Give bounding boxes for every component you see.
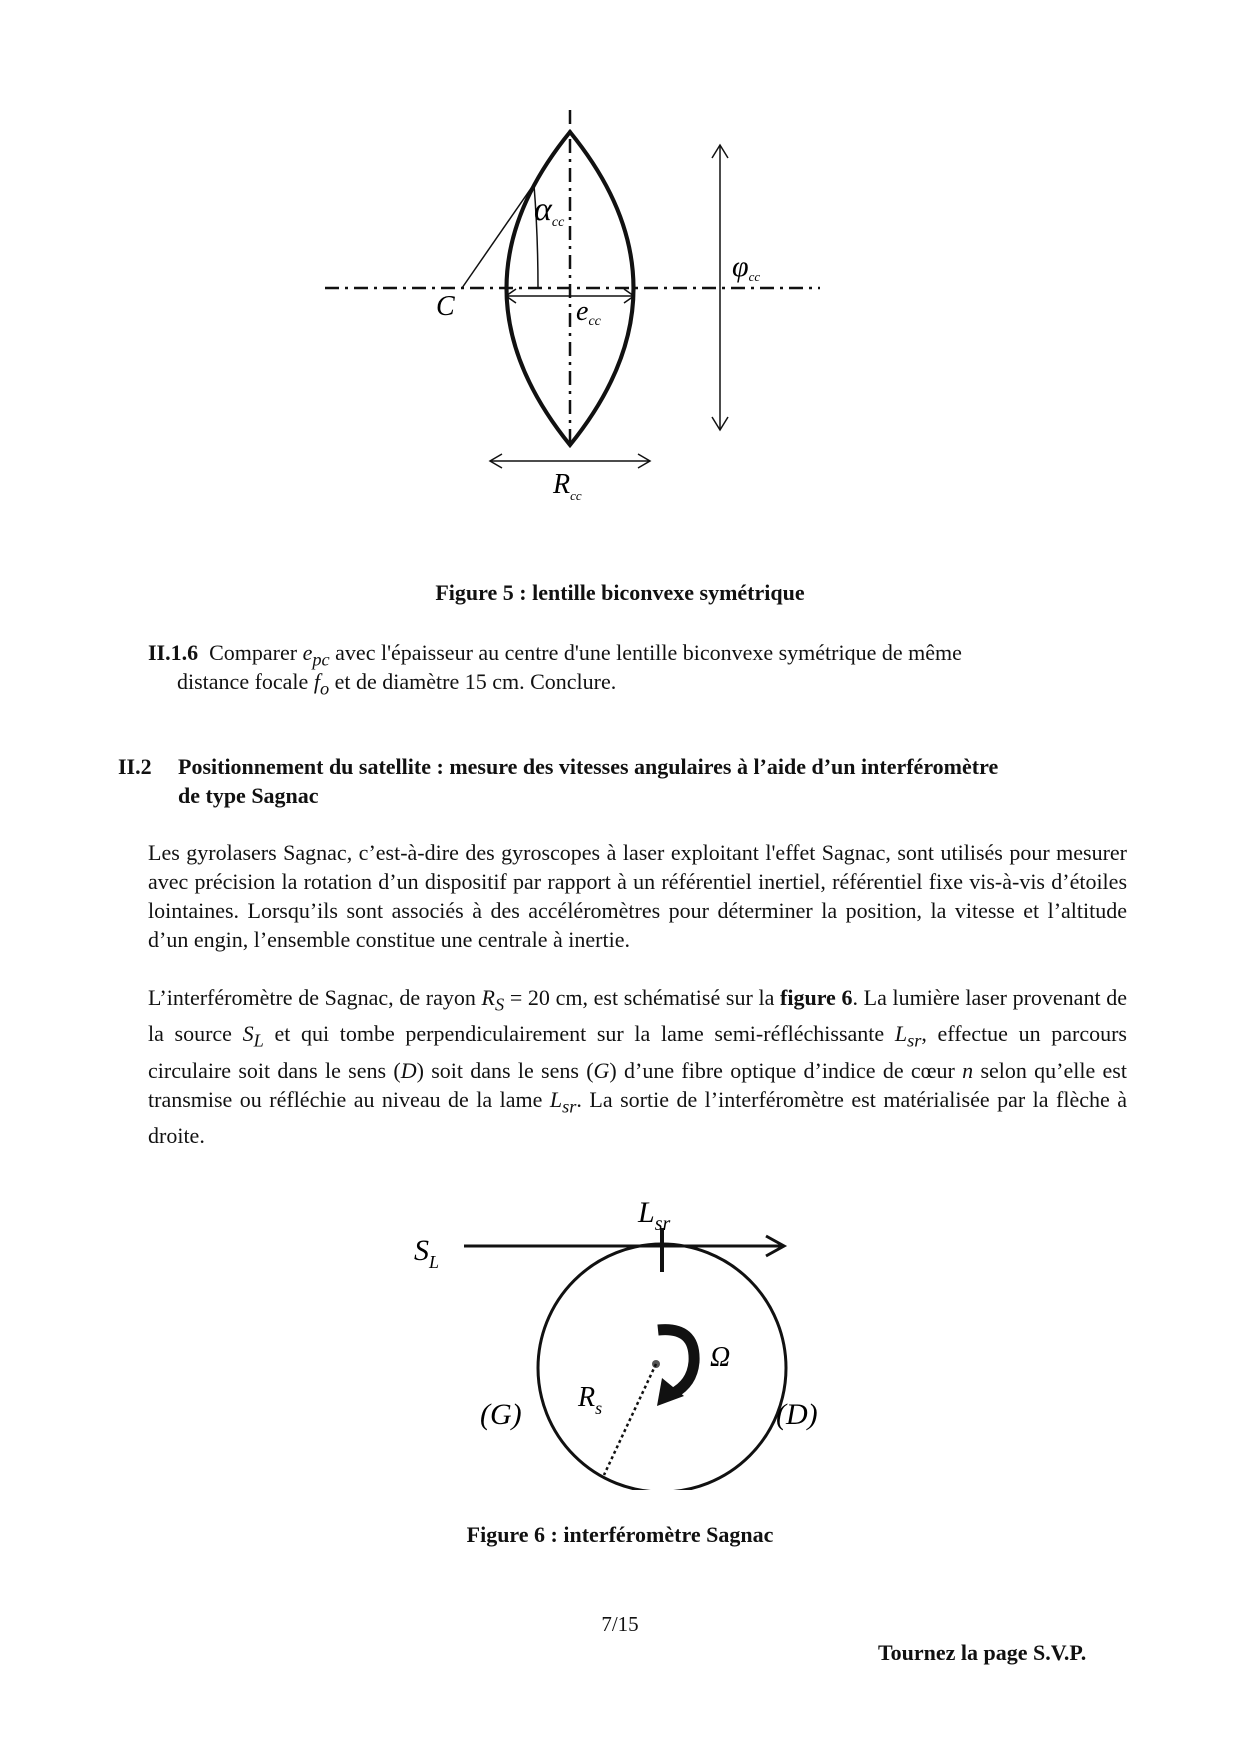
p2-text-5: , effectue un parcours circulaire soit dans le sens ( (148, 1021, 1127, 1083)
radius-rs-line (604, 1364, 656, 1475)
phi-label: φcc (732, 250, 761, 284)
rs-label: $R_s$ (578, 1382, 603, 1418)
paragraph-sagnac (148, 983, 1127, 1150)
p2-lsr: L (894, 1021, 908, 1047)
figure-6-sagnac-diagram (400, 1160, 840, 1490)
page-number: 7/15 (601, 1612, 639, 1636)
turn-page-note: Tournez la page S.V.P. (878, 1640, 1087, 1665)
p2-text-4: et qui tombe perpendiculairement sur la lame semi-réfléchissante (263, 1021, 895, 1047)
sl-label: $S_L$ (414, 1234, 440, 1272)
p2-lsr2-sub: sr (562, 1096, 577, 1117)
d-label: (D) (776, 1398, 818, 1431)
radius-line (462, 132, 570, 288)
section-number: II.2 (118, 754, 152, 779)
p2-text-8: selon qu’elle est transmise ou réfléchie au niveau de la lame (148, 1057, 1127, 1112)
p2-lsr-sub: sr (907, 1030, 922, 1051)
p2-text-6: ) soit dans le sens ( (416, 1057, 594, 1083)
section-title-line1: Positionnement du satellite : mesure des vitesses angulaires à l’aide d’un interféromètre (178, 754, 999, 779)
figure-5-caption: Figure 5 : lentille biconvexe symétrique (435, 580, 805, 605)
q-f-sub: o (319, 678, 330, 699)
question-II-1-6-line2 (177, 667, 616, 703)
lsr-label: $L_{sr}$ (638, 1196, 671, 1235)
figure-6-caption: Figure 6 : interféromètre Sagnac (466, 1522, 774, 1547)
r-label: $R_{cc}$ (553, 469, 582, 503)
q-text-1: Comparer (209, 640, 303, 665)
p2-figure-ref: figure 6 (780, 985, 853, 1010)
paragraph-gyrolasers: Les gyrolasers Sagnac, c’est-à-dire des gyroscopes à laser exploitant l'effet Sagnac, sont utilisés pour mesurer avec précision la rotation d’un dispositif par rapport à un référentiel inertiel, référentiel fixe vis-à-vis d’étoiles lointaines. Lorsqu’ils sont associés à des accéléromètres pour déterminer la position, la vitesse et l’altitude d’un engin, l’ensemble constitue une centrale à inertie. (148, 840, 1127, 952)
p2-sl-sub: L (253, 1030, 264, 1051)
p2-d: D (400, 1057, 417, 1083)
c-label: C (436, 291, 455, 322)
p2-lsr2: L (549, 1086, 563, 1112)
figure-5-lens-diagram (300, 100, 860, 560)
p2-sl: S (242, 1021, 254, 1047)
q-text-3: distance focale (177, 669, 314, 694)
alpha-label: αcc (534, 191, 565, 230)
q-f: f (313, 669, 320, 694)
q-e: e (302, 640, 313, 665)
p2-text-9: . La sortie de l’interféromètre est matérialisée par la flèche à droite. (148, 1086, 1127, 1149)
p2-g: G (593, 1057, 610, 1083)
p2-rs-sub: S (495, 994, 505, 1015)
e-label: ecc (576, 296, 601, 329)
p2-n: n (962, 1057, 974, 1083)
p2-rs: R (481, 985, 495, 1010)
p2-text-2: = 20 cm, est schématisé sur la (504, 985, 781, 1010)
q-text-4: et de diamètre 15 cm. Conclure. (329, 669, 617, 694)
q-e-sub: pc (312, 649, 330, 670)
p2-text-7: ) d’une fibre optique d’indice de cœur (609, 1057, 963, 1083)
g-label: (G) (480, 1398, 522, 1431)
section-II-2-heading-line2: de type Sagnac (178, 783, 319, 808)
omega-label: Ω (710, 1342, 731, 1373)
section-II-2-heading (118, 752, 1128, 781)
q-text-2: avec l'épaisseur au centre d'une lentille biconvexe symétrique de même (329, 640, 962, 665)
fiber-ring (538, 1244, 786, 1490)
p2-text-1: L’interféromètre de Sagnac, de rayon (148, 985, 482, 1010)
p2-text-3: . La lumière laser provenant de la source (148, 985, 1127, 1047)
question-number: II.1.6 (148, 640, 199, 665)
